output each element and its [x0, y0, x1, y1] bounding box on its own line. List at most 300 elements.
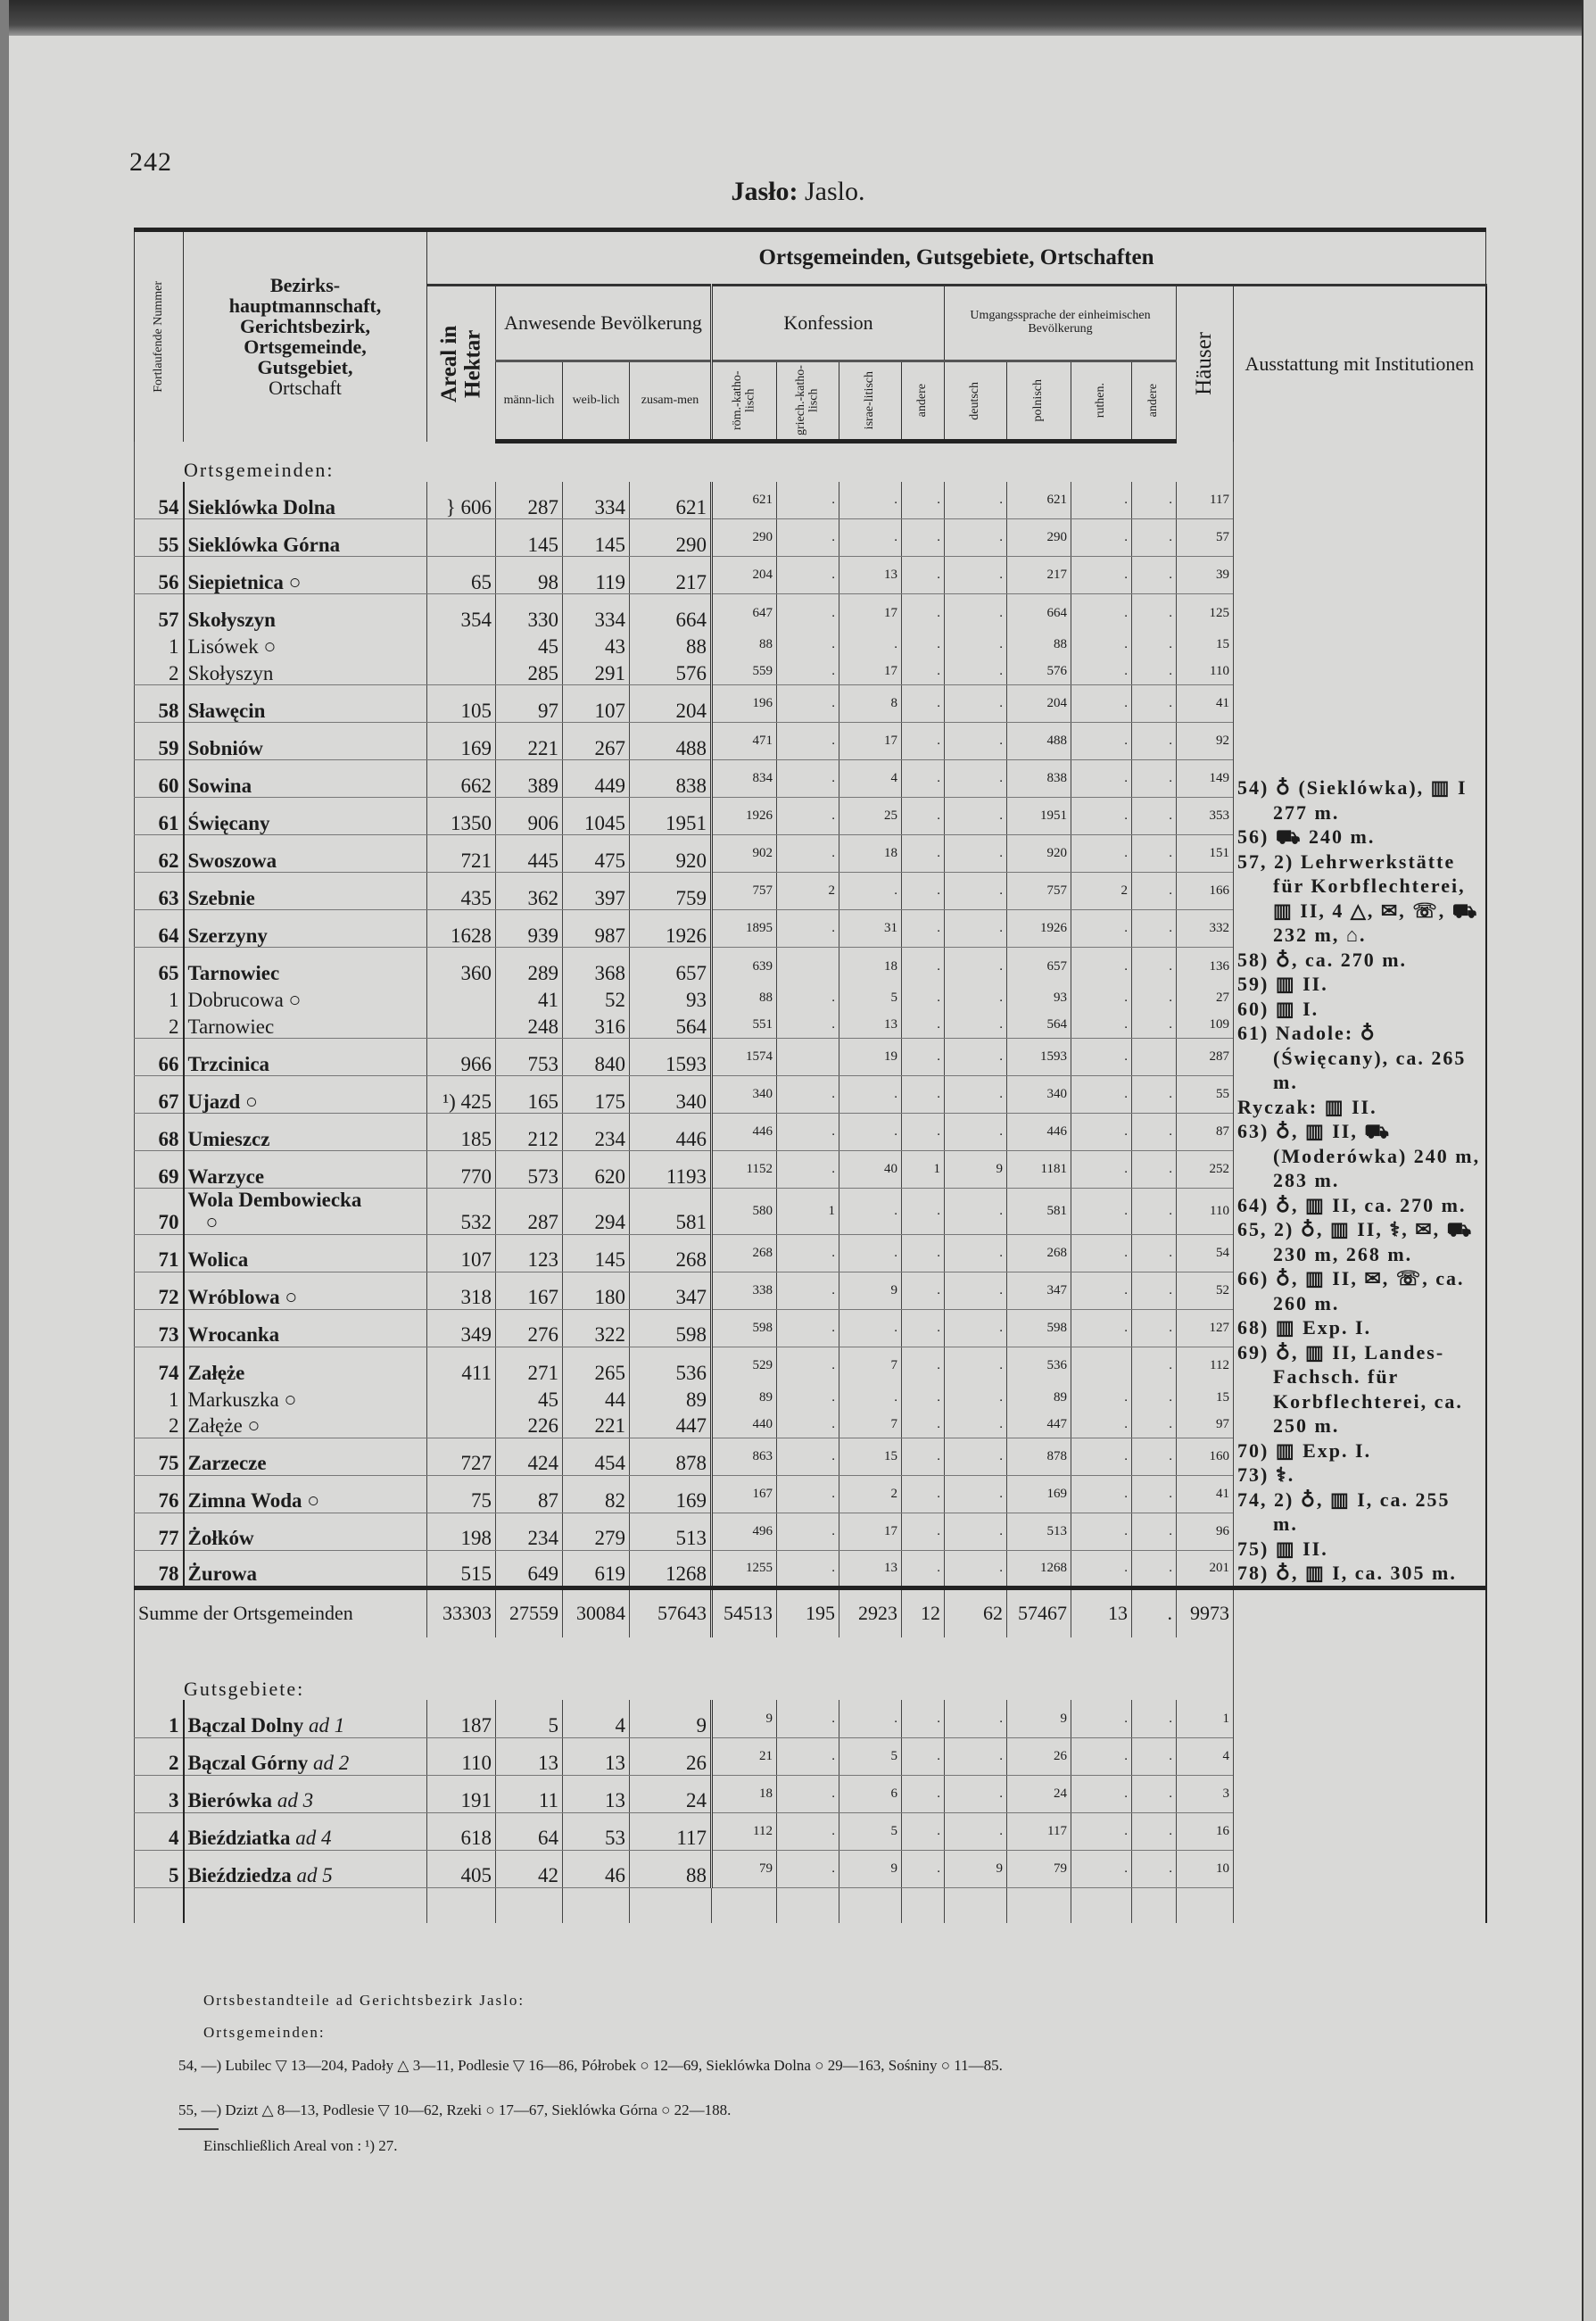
- cell-griech-kath: .: [777, 482, 839, 519]
- cell-haeuser: 87: [1177, 1114, 1234, 1151]
- cell-weiblich: 265: [563, 1347, 630, 1384]
- place-name: [184, 1309, 427, 1347]
- cell-konf-andere: .: [902, 985, 945, 1012]
- summary-polnisch: 57467: [1007, 1587, 1071, 1637]
- areal-cell: 435: [427, 873, 496, 910]
- cell-deutsch: .: [945, 1272, 1007, 1309]
- place-name-text: Ujazd: [187, 1090, 241, 1113]
- cell-haeuser: 3: [1177, 1775, 1234, 1812]
- empty-cell: [630, 1887, 712, 1923]
- cell-israel: 6: [839, 1775, 902, 1812]
- areal-cell: 532: [427, 1189, 496, 1235]
- row-number: 54: [135, 482, 184, 519]
- areal-cell: 354: [427, 594, 496, 632]
- col-areal: [427, 286, 496, 442]
- row-number: 63: [135, 873, 184, 910]
- empty-cell: [1007, 1887, 1071, 1923]
- cell-ruthen: .: [1071, 1475, 1132, 1513]
- circle-marker: ○: [240, 1090, 258, 1113]
- place-name-text: Sieklówka Górna: [187, 533, 341, 556]
- cell-haeuser: 16: [1177, 1812, 1234, 1850]
- areal-cell: ¹) 425: [427, 1076, 496, 1114]
- cell-ruthen: .: [1071, 1812, 1132, 1850]
- place-name: [184, 835, 427, 873]
- areal-cell: 618: [427, 1812, 496, 1850]
- cell-weiblich: 279: [563, 1513, 630, 1550]
- cell-israel: 40: [839, 1151, 902, 1189]
- cell-haeuser: 125: [1177, 594, 1234, 632]
- cell-ruthen: .: [1071, 835, 1132, 873]
- cell-deutsch: .: [945, 482, 1007, 519]
- cell-deutsch: .: [945, 760, 1007, 798]
- cell-polnisch: 1181: [1007, 1151, 1071, 1189]
- cell-sprache-andere: .: [1132, 1151, 1177, 1189]
- cell-roem-kath: 112: [712, 1812, 777, 1850]
- cell-weiblich: 1045: [563, 798, 630, 835]
- cell-maennlich: 445: [496, 835, 563, 873]
- cell-weiblich: 294: [563, 1189, 630, 1235]
- cell-haeuser: 160: [1177, 1438, 1234, 1475]
- cell-israel: .: [839, 1189, 902, 1235]
- cell-ruthen: .: [1071, 723, 1132, 760]
- cell-weiblich: 13: [563, 1775, 630, 1812]
- place-name: [184, 1850, 427, 1887]
- cell-griech-kath: .: [777, 557, 839, 594]
- cell-haeuser: 112: [1177, 1347, 1234, 1384]
- cell-zusammen: 1593: [630, 1039, 712, 1076]
- institution-note: 59) ▥ II.: [1237, 973, 1328, 996]
- cell-deutsch: .: [945, 1475, 1007, 1513]
- row-number: 76: [135, 1475, 184, 1513]
- name-line: Ortschaft: [269, 377, 342, 400]
- institution-note: 56) ⛟ 240 m.: [1237, 825, 1376, 849]
- cell-ruthen: .: [1071, 948, 1132, 985]
- cell-maennlich: 362: [496, 873, 563, 910]
- cell-weiblich: 267: [563, 723, 630, 760]
- cell-deutsch: .: [945, 1411, 1007, 1438]
- cell-sprache-andere: .: [1132, 519, 1177, 557]
- empty-cell: [496, 1887, 563, 1923]
- place-name: [184, 798, 427, 835]
- place-name-text: Bączal Dolny: [187, 1714, 304, 1737]
- row-number: 1: [135, 1700, 184, 1737]
- place-name-text: Wolica: [187, 1248, 249, 1272]
- place-name-text: Bieździatka: [187, 1827, 291, 1850]
- row-number: 56: [135, 557, 184, 594]
- cell-sprache-andere: .: [1132, 910, 1177, 948]
- cell-israel: 25: [839, 798, 902, 835]
- cell-israel: 9: [839, 1272, 902, 1309]
- place-name: [184, 1475, 427, 1513]
- cell-sprache-andere: .: [1132, 1309, 1177, 1347]
- cell-roem-kath: 551: [712, 1012, 777, 1039]
- cell-sprache-andere: .: [1132, 1012, 1177, 1039]
- areal-cell: 185: [427, 1114, 496, 1151]
- cell-haeuser: 332: [1177, 910, 1234, 948]
- col-griech-kath: [777, 361, 839, 442]
- cell-polnisch: 564: [1007, 1012, 1071, 1039]
- place-name: [184, 1384, 427, 1411]
- cell-israel: 13: [839, 557, 902, 594]
- areal-cell: 318: [427, 1272, 496, 1309]
- row-number: 4: [135, 1812, 184, 1850]
- cell-deutsch: 9: [945, 1151, 1007, 1189]
- cell-ruthen: .: [1071, 1438, 1132, 1475]
- ad-reference: ad 5: [291, 1864, 333, 1887]
- cell-israel: .: [839, 632, 902, 659]
- place-name: [184, 1513, 427, 1550]
- cell-sprache-andere: .: [1132, 948, 1177, 985]
- cell-deutsch: .: [945, 519, 1007, 557]
- cell-zusammen: 340: [630, 1076, 712, 1114]
- section-row: [135, 442, 1486, 482]
- place-name: [184, 1114, 427, 1151]
- cell-zusammen: 93: [630, 985, 712, 1012]
- areal-cell: 515: [427, 1550, 496, 1587]
- cell-israel: 4: [839, 760, 902, 798]
- cell-israel: 18: [839, 948, 902, 985]
- cell-deutsch: .: [945, 1309, 1007, 1347]
- cell-maennlich: 906: [496, 798, 563, 835]
- next-page-edge: [1582, 0, 1596, 2321]
- cell-maennlich: 234: [496, 1513, 563, 1550]
- cell-maennlich: 212: [496, 1114, 563, 1151]
- areal-cell: [427, 632, 496, 659]
- cell-maennlich: 123: [496, 1234, 563, 1272]
- cell-griech-kath: [777, 948, 839, 985]
- cell-konf-andere: .: [902, 557, 945, 594]
- place-name-text: Wrocanka: [187, 1323, 280, 1347]
- cell-roem-kath: 863: [712, 1438, 777, 1475]
- cell-ruthen: 2: [1071, 873, 1132, 910]
- cell-deutsch: .: [945, 1384, 1007, 1411]
- summary-sprache-andere: .: [1132, 1587, 1177, 1637]
- cell-sprache-andere: .: [1132, 1347, 1177, 1384]
- cell-zusammen: 88: [630, 1850, 712, 1887]
- section-ortsgemeinden: Ortsgemeinden:: [135, 442, 1234, 482]
- cell-sprache-andere: .: [1132, 1189, 1177, 1235]
- place-name-text: Skołyszyn: [187, 661, 274, 684]
- cell-sprache-andere: .: [1132, 594, 1177, 632]
- ad-reference: ad 3: [272, 1789, 314, 1812]
- cell-weiblich: 82: [563, 1475, 630, 1513]
- institution-note: 70) ▥ Exp. I.: [1237, 1438, 1372, 1462]
- institution-note: 64) ♁, ▥ II, ca. 270 m.: [1237, 1193, 1467, 1216]
- cell-konf-andere: .: [902, 519, 945, 557]
- place-name-text: Żurowa: [187, 1563, 258, 1586]
- place-name-text: Bierówka: [187, 1789, 273, 1812]
- cell-haeuser: 52: [1177, 1272, 1234, 1309]
- col-sprache: Umgangssprache der einheimischen Bevölkerung: [945, 286, 1177, 361]
- col-ruthen: [1071, 361, 1132, 442]
- cell-roem-kath: 88: [712, 985, 777, 1012]
- cell-maennlich: 97: [496, 685, 563, 723]
- place-name: [184, 1700, 427, 1737]
- cell-haeuser: 41: [1177, 685, 1234, 723]
- cell-griech-kath: .: [777, 659, 839, 685]
- cell-griech-kath: .: [777, 1411, 839, 1438]
- row-number: 2: [135, 659, 184, 685]
- cell-konf-andere: .: [902, 1039, 945, 1076]
- name-line: Gutsgebiet,: [257, 356, 353, 379]
- cell-israel: .: [839, 1700, 902, 1737]
- place-name-text: Bieździedza: [187, 1864, 292, 1887]
- summary-haeuser: 9973: [1177, 1587, 1234, 1637]
- cell-griech-kath: [777, 1039, 839, 1076]
- col-label: andere: [915, 384, 930, 418]
- row-number: 62: [135, 835, 184, 873]
- cell-zusammen: 88: [630, 632, 712, 659]
- cell-polnisch: 290: [1007, 519, 1071, 557]
- cell-sprache-andere: [1132, 1039, 1177, 1076]
- cell-weiblich: 107: [563, 685, 630, 723]
- name-line: Ortsgemeinde,: [244, 336, 367, 359]
- institution-note: 66) ♁, ▥ II, ✉, ☏, ca. 260 m.: [1237, 1267, 1465, 1314]
- cell-zusammen: 581: [630, 1189, 712, 1235]
- row-number: 61: [135, 798, 184, 835]
- cell-maennlich: 271: [496, 1347, 563, 1384]
- place-name-text: Swoszowa: [187, 849, 277, 872]
- cell-sprache-andere: .: [1132, 1513, 1177, 1550]
- place-name-text: Trzcinica: [187, 1052, 270, 1075]
- institution-note: 68) ▥ Exp. I.: [1237, 1316, 1372, 1339]
- cell-ruthen: [1071, 1347, 1132, 1384]
- cell-weiblich: 334: [563, 482, 630, 519]
- cell-sprache-andere: .: [1132, 723, 1177, 760]
- place-name-text: Wróblowa: [187, 1286, 280, 1309]
- summary-griech-kath: 195: [777, 1587, 839, 1637]
- place-name: [184, 1151, 427, 1189]
- cell-weiblich: 119: [563, 557, 630, 594]
- institution-note: 74, 2) ♁, ▥ I, ca. 255 m.: [1237, 1488, 1451, 1536]
- col-konf-andere: [902, 361, 945, 442]
- areal-cell: [427, 1411, 496, 1438]
- cell-sprache-andere: .: [1132, 835, 1177, 873]
- row-number: 1: [135, 985, 184, 1012]
- cell-griech-kath: .: [777, 1550, 839, 1587]
- cell-polnisch: 24: [1007, 1775, 1071, 1812]
- cell-deutsch: .: [945, 1012, 1007, 1039]
- cell-deutsch: .: [945, 1039, 1007, 1076]
- cell-zusammen: 446: [630, 1114, 712, 1151]
- title-district-alt: Jaslo.: [805, 177, 865, 206]
- cell-haeuser: 110: [1177, 659, 1234, 685]
- cell-polnisch: 488: [1007, 723, 1071, 760]
- institution-note: Ryczak: ▥ II.: [1237, 1095, 1377, 1118]
- place-name: [184, 948, 427, 985]
- cell-zusammen: 169: [630, 1475, 712, 1513]
- cell-deutsch: .: [945, 1347, 1007, 1384]
- footnote-subheading: Ortsgemeinden:: [203, 2024, 326, 2041]
- empty-cell: [184, 1887, 427, 1923]
- cell-zusammen: 290: [630, 519, 712, 557]
- cell-weiblich: 620: [563, 1151, 630, 1189]
- cell-ruthen: .: [1071, 1550, 1132, 1587]
- cell-griech-kath: .: [777, 1475, 839, 1513]
- cell-griech-kath: .: [777, 835, 839, 873]
- place-name: [184, 482, 427, 519]
- cell-ruthen: .: [1071, 1039, 1132, 1076]
- cell-weiblich: 840: [563, 1039, 630, 1076]
- circle-marker: ○: [205, 1211, 219, 1234]
- cell-polnisch: 89: [1007, 1384, 1071, 1411]
- footnote-heading: Ortsbestandteile ad Gerichtsbezirk Jaslo:: [203, 1992, 525, 2009]
- statistics-table: [134, 228, 1487, 1923]
- circle-marker: ○: [278, 1388, 297, 1411]
- cell-israel: 17: [839, 1513, 902, 1550]
- circle-marker: ○: [279, 1286, 298, 1309]
- section-gutsgebiete: Gutsgebiete:: [135, 1637, 1234, 1700]
- cell-israel: .: [839, 1114, 902, 1151]
- col-konfession: Konfession: [712, 286, 945, 361]
- col-deutsch: [945, 361, 1007, 442]
- cell-israel: 15: [839, 1438, 902, 1475]
- row-number: 57: [135, 594, 184, 632]
- areal-cell: 349: [427, 1309, 496, 1347]
- place-name: [184, 632, 427, 659]
- cell-israel: 7: [839, 1347, 902, 1384]
- place-name-text: Sławęcin: [187, 699, 266, 722]
- cell-weiblich: 449: [563, 760, 630, 798]
- institution-note: 63) ♁, ▥ II, ⛟ (Moderówka) 240 m, 283 m.: [1237, 1120, 1481, 1192]
- col-weiblich: weib-lich: [563, 361, 630, 442]
- cell-konf-andere: .: [902, 1850, 945, 1887]
- place-name-text: Umieszcz: [187, 1127, 270, 1150]
- col-maennlich: männ-lich: [496, 361, 563, 442]
- scan-top-edge: [0, 0, 1596, 36]
- empty-cell: [427, 1887, 496, 1923]
- cell-israel: 5: [839, 1737, 902, 1775]
- cell-konf-andere: .: [902, 482, 945, 519]
- cell-konf-andere: .: [902, 1775, 945, 1812]
- cell-sprache-andere: .: [1132, 632, 1177, 659]
- scan-left-edge: [0, 0, 9, 2321]
- cell-ruthen: .: [1071, 1012, 1132, 1039]
- areal-cell: 75: [427, 1475, 496, 1513]
- col-label: ruthen.: [1094, 383, 1108, 419]
- place-name-text: Święcany: [187, 811, 270, 834]
- cell-roem-kath: 18: [712, 1775, 777, 1812]
- cell-weiblich: 43: [563, 632, 630, 659]
- table-body: [135, 442, 1486, 1924]
- cell-zusammen: 1268: [630, 1550, 712, 1587]
- institution-note: 65, 2) ♁, ▥ II, ⚕, ✉, ⛟ 230 m, 268 m.: [1237, 1218, 1474, 1265]
- cell-roem-kath: 9: [712, 1700, 777, 1737]
- row-number: 5: [135, 1850, 184, 1887]
- cell-israel: .: [839, 1384, 902, 1411]
- cell-zusammen: 920: [630, 835, 712, 873]
- cell-polnisch: 513: [1007, 1513, 1071, 1550]
- cell-ruthen: .: [1071, 1151, 1132, 1189]
- cell-sprache-andere: .: [1132, 1272, 1177, 1309]
- cell-weiblich: 13: [563, 1737, 630, 1775]
- cell-polnisch: 536: [1007, 1347, 1071, 1384]
- cell-deutsch: .: [945, 685, 1007, 723]
- cell-roem-kath: 1152: [712, 1151, 777, 1189]
- place-name: [184, 873, 427, 910]
- cell-roem-kath: 338: [712, 1272, 777, 1309]
- cell-ruthen: .: [1071, 482, 1132, 519]
- cell-ruthen: .: [1071, 557, 1132, 594]
- cell-deutsch: .: [945, 1550, 1007, 1587]
- cell-weiblich: 234: [563, 1114, 630, 1151]
- cell-konf-andere: .: [902, 948, 945, 985]
- section-row: [135, 1637, 1486, 1700]
- cell-polnisch: 347: [1007, 1272, 1071, 1309]
- circle-marker: ○: [258, 635, 277, 659]
- place-name: [184, 1234, 427, 1272]
- cell-griech-kath: .: [777, 685, 839, 723]
- empty-cell: [1132, 1887, 1177, 1923]
- cell-weiblich: 221: [563, 1411, 630, 1438]
- cell-polnisch: 878: [1007, 1438, 1071, 1475]
- cell-ruthen: .: [1071, 1513, 1132, 1550]
- cell-griech-kath: .: [777, 910, 839, 948]
- cell-sprache-andere: .: [1132, 1411, 1177, 1438]
- col-ausstattung: Ausstattung mit Institutionen: [1234, 286, 1486, 442]
- cell-ruthen: .: [1071, 519, 1132, 557]
- cell-deutsch: .: [945, 632, 1007, 659]
- cell-ruthen: .: [1071, 1384, 1132, 1411]
- cell-maennlich: 753: [496, 1039, 563, 1076]
- cell-polnisch: 93: [1007, 985, 1071, 1012]
- cell-polnisch: 1268: [1007, 1550, 1071, 1587]
- cell-zusammen: 1951: [630, 798, 712, 835]
- cell-haeuser: 27: [1177, 985, 1234, 1012]
- row-number: 74: [135, 1347, 184, 1384]
- circle-marker: ○: [283, 989, 302, 1012]
- place-name: [184, 1039, 427, 1076]
- cell-ruthen: .: [1071, 910, 1132, 948]
- row-number: 75: [135, 1438, 184, 1475]
- cell-zusammen: 513: [630, 1513, 712, 1550]
- cell-maennlich: 276: [496, 1309, 563, 1347]
- cell-deutsch: .: [945, 835, 1007, 873]
- cell-konf-andere: .: [902, 1347, 945, 1384]
- cell-roem-kath: 88: [712, 632, 777, 659]
- cell-weiblich: 180: [563, 1272, 630, 1309]
- cell-zusammen: 564: [630, 1012, 712, 1039]
- cell-deutsch: .: [945, 1076, 1007, 1114]
- place-name: [184, 1411, 427, 1438]
- institution-note: 54) ♁ (Sieklówka), ▥ I 277 m.: [1237, 776, 1468, 824]
- cell-haeuser: 166: [1177, 873, 1234, 910]
- cell-konf-andere: .: [902, 1309, 945, 1347]
- cell-zusammen: 621: [630, 482, 712, 519]
- cell-haeuser: 57: [1177, 519, 1234, 557]
- cell-maennlich: 248: [496, 1012, 563, 1039]
- cell-polnisch: 169: [1007, 1475, 1071, 1513]
- cell-weiblich: 46: [563, 1850, 630, 1887]
- cell-roem-kath: 471: [712, 723, 777, 760]
- place-name: [184, 760, 427, 798]
- cell-griech-kath: .: [777, 1114, 839, 1151]
- cell-roem-kath: 1895: [712, 910, 777, 948]
- cell-konf-andere: .: [902, 1272, 945, 1309]
- cell-polnisch: 79: [1007, 1850, 1071, 1887]
- cell-israel: 17: [839, 659, 902, 685]
- cell-maennlich: 41: [496, 985, 563, 1012]
- cell-polnisch: 657: [1007, 948, 1071, 985]
- cell-zusammen: 878: [630, 1438, 712, 1475]
- place-name-text: Wola Dembowiecka: [187, 1189, 362, 1211]
- cell-roem-kath: 446: [712, 1114, 777, 1151]
- cell-deutsch: .: [945, 798, 1007, 835]
- cell-deutsch: .: [945, 659, 1007, 685]
- place-name: [184, 1272, 427, 1309]
- summary-zusammen: 57643: [630, 1587, 712, 1637]
- cell-konf-andere: .: [902, 1550, 945, 1587]
